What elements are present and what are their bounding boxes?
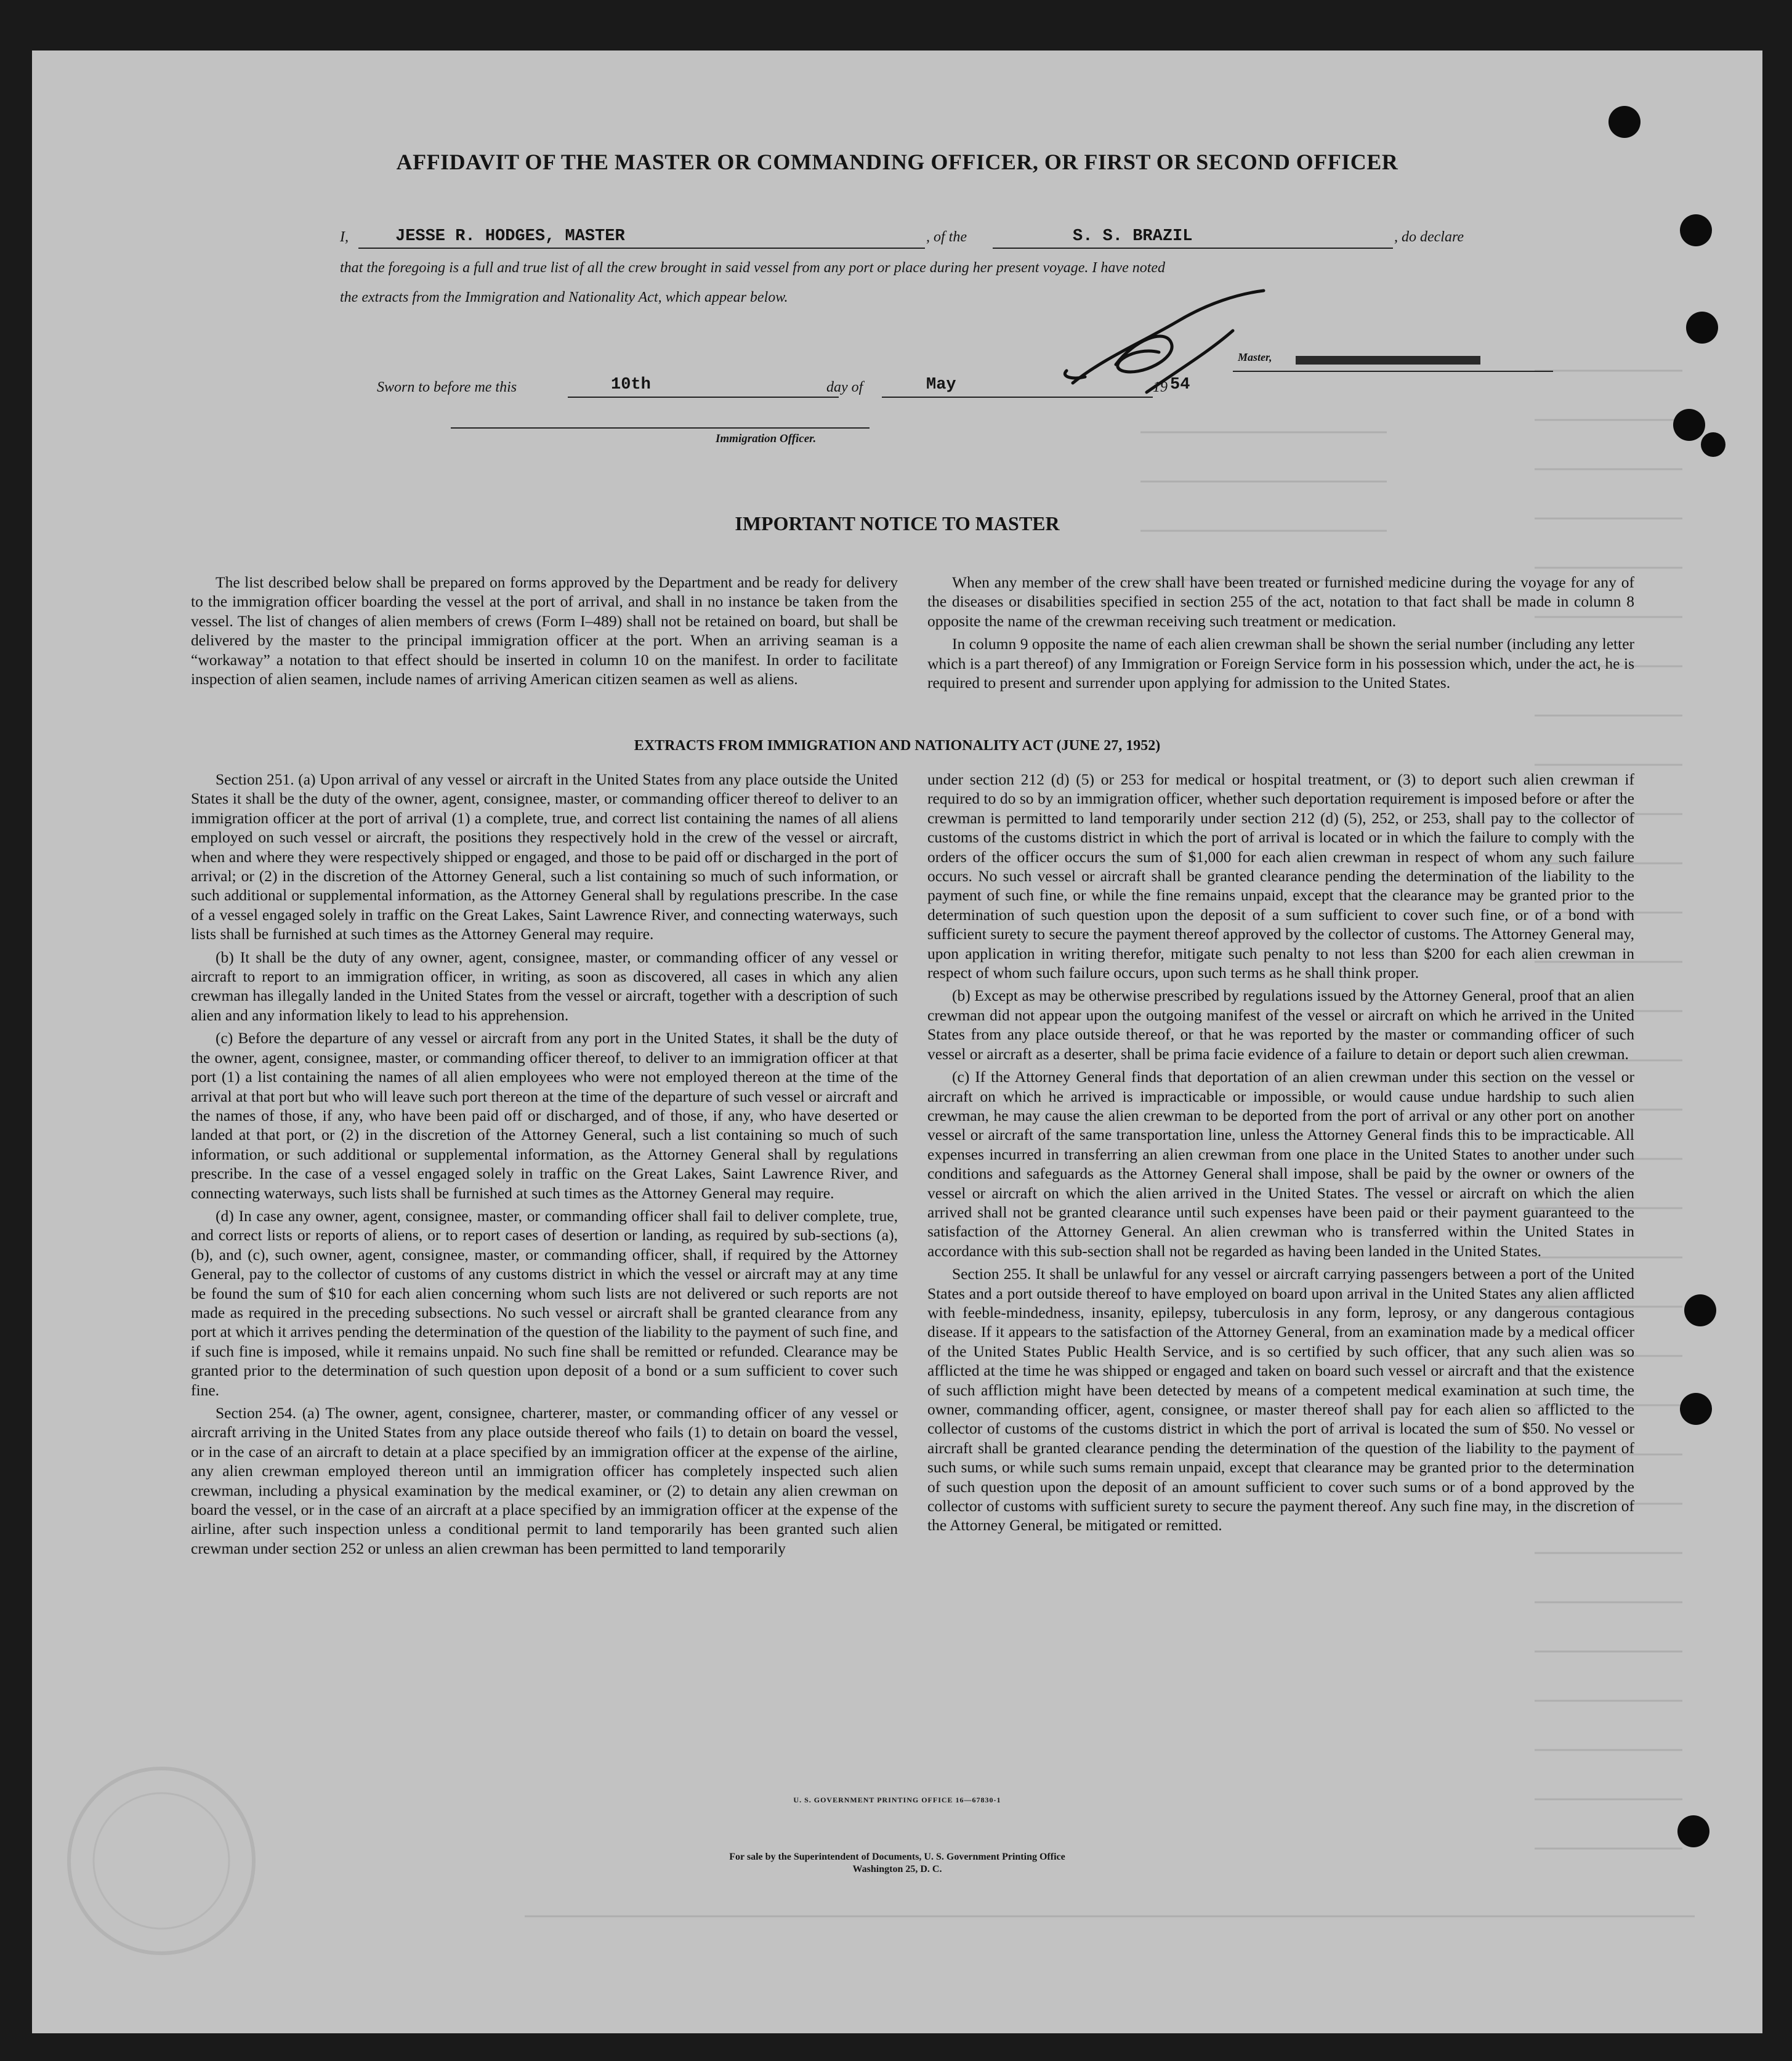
vessel-name-line — [993, 248, 1393, 249]
extract-paragraph: Section 254. (a) The owner, agent, consignee, charterer, master, or commanding officer of any vessel or aircraft arriving in the United States from any place outside thereof who fails (1) to detain on board the vessel, or in the case of an aircraft to detain at a place specified by an immigration officer at the expense of the airline, any alien crewman employed thereon until an immigration officer has completely inspected such alien crewman, including a physical examination by the medical examiner, or (2) to detain any alien crewman on board the vessel, or in the case of an aircraft at a place specified by an immigration officer at the expense of the airline, after such inspection unless a conditional permit to land temporarily has been granted such alien crewman under section 252 or unless an alien crewman has been permitted to land temporarily — [191, 1404, 898, 1557]
statement-line-2: the extracts from the Immigration and Nationality Act, which appear below. — [340, 289, 788, 305]
punch-hole — [1673, 409, 1705, 441]
punch-hole — [1684, 1294, 1716, 1326]
extract-paragraph: Section 255. It shall be unlawful for any vessel or aircraft carrying passengers between a port of the United States and a port outside thereof to have employed on board upon arrival in the United States any alien afflicted with feeble-mindedness, insanity, epilepsy, tuberculosis in any form, leprosy, or any dangerous contagious disease. If it appears to the satisfaction of the Attorney General, from an examination made by a medical officer of the United States Public Health Service, and is so certified by such officer, that any such alien was so afflicted at the time he was shipped or engaged and taken on board such vessel or aircraft and that the existence of such affliction might have been detected by means of a competent medical examination at such time, the owner, commanding officer, agent, consignee, or master thereof shall pay for each alien so afflicted to the collector of customs of the customs district in which the port of arrival is located the sum of $50. No vessel or aircraft shall be granted clearance pending the determination of the question of the liability to the payment of such sums, or while such sums remain unpaid, except that clearance may be granted prior to the determination of such question upon the deposit of an amount sufficient to cover such sums or of a bond approved by the collector of customs with sufficient surety to secure the payment thereof. Any such fine may, in the discretion of the Attorney General, be mitigated or remitted. — [927, 1265, 1634, 1535]
extract-paragraph: (d) In case any owner, agent, consignee, master, or commanding officer shall fail to deliver complete, true, and correct lists or reports of aliens, or to report cases of desertion or landing, as required by sub-sections (a), (b), and (c), such owner, agent, consignee, master, or commanding officer, shall, if required by the Attorney General, pay to the collector of customs of any customs district in which the vessel or aircraft may at any time be found the sum of $10 for each alien concerning whom such lists are not delivered or such reports are not made as required in the preceding subsections. No such vessel or aircraft shall be granted clearance from any port at which it arrives pending the determination of the question of the liability to the payment of such fine, and if such fine is imposed, while it remains unpaid. No such fine shall be remitted or refunded. Clearance may be granted prior to the determination of such question upon deposit of a bond or a sum sufficient to cover such fine. — [191, 1206, 898, 1399]
notice-paragraph: The list described below shall be prepared on forms approved by the Department and be ready for delivery to the immigration officer boarding the vessel at the port of arrival, and shall in no instance be taken from the vessel. The list of changes of alien members of crews (Form I–489) shall not be retained on board, but shall be delivered by the master to the principal immigration officer at the port. When an arriving seaman is a “workaway” a notation to that effect should be inserted in column 10 on the manifest. In order to facilitate inspection of alien seamen, include names of arriving American citizen seamen as well as aliens. — [191, 573, 898, 688]
master-name: JESSE R. HODGES, MASTER — [395, 227, 625, 246]
notice-paragraph: In column 9 opposite the name of each alien crewman shall be shown the serial number (including any letter which is a part thereof) of any Immigration or Foreign Service form in his possession which, under the act, he is required to present and surrender upon applying for admission to the United States. — [927, 635, 1634, 692]
sale-notice — [32, 1851, 1762, 1876]
notice-left-column — [191, 573, 898, 688]
sworn-day: 10th — [611, 376, 651, 394]
gpo-line: U. S. GOVERNMENT PRINTING OFFICE 16—67830-1 — [793, 1796, 1001, 1804]
punch-hole — [1680, 214, 1712, 246]
of-the-label: , of the — [926, 229, 967, 245]
extracts-title: EXTRACTS FROM IMMIGRATION AND NATIONALITY ACT (JUNE 27, 1952) — [634, 738, 1161, 754]
sworn-label: Sworn to before me this — [377, 379, 517, 395]
sale-line-1: For sale by the Superintendent of Documents, U. S. Government Printing Office — [729, 1852, 1065, 1862]
immigration-officer-label: Immigration Officer. — [716, 432, 817, 445]
master-name-line — [358, 248, 925, 249]
statement-line-1: that the foregoing is a full and true list of all the crew brought in said vessel from any port or place during her present voyage. I have noted — [340, 260, 1166, 276]
punch-hole — [1680, 1393, 1712, 1425]
sworn-day-line — [568, 397, 839, 398]
day-of-label: day of — [826, 379, 863, 395]
punch-hole — [1677, 1815, 1709, 1847]
i-label: I, — [340, 229, 349, 245]
notice-title: IMPORTANT NOTICE TO MASTER — [735, 512, 1060, 534]
extracts-right-column — [927, 770, 1634, 1535]
punch-hole — [1701, 432, 1725, 457]
extract-paragraph: (b) It shall be the duty of any owner, agent, consignee, master, or commanding officer of any vessel or aircraft to report to an immigration officer, in writing, as soon as discovered, all cases in which any alien crewman has illegally landed in the United States from the vessel or aircraft, together with a description of such alien and any information likely to lead to his apprehension. — [191, 948, 898, 1024]
punch-hole — [1608, 106, 1641, 138]
extract-paragraph: under section 212 (d) (5) or 253 for medical or hospital treatment, or (3) to deport such alien crewman if required to do so by an immigration officer, whether such deportation requirement is imposed before or after the crewman is permitted to land temporarily under section 212 (d) (5), 252, or 253, shall pay to the collector of customs of the customs district in which the port of arrival is located or in which the failure to comply with the orders of the officer occurs the sum of $1,000 for each alien crewman in respect of whom any such failure occurs. No such vessel or aircraft shall be granted clearance pending the determination of the liability to the payment of such fine, or while the fine remains unpaid, except that the clearance may be granted prior to the determination of such question upon the deposit of a sum sufficient to cover such fine, or of a bond with sufficient surety to secure the payment thereof approved by the collector of customs. The Attorney General may, upon application in writing therefor, mitigate such penalty to not less than $200 for each alien crewman in respect of whom such failure occurs, upon such terms as he shall think proper. — [927, 770, 1634, 982]
master-label: Master, — [1238, 351, 1272, 363]
vessel-name: S. S. BRAZIL — [1073, 227, 1193, 246]
year-suffix: 54 — [1170, 376, 1190, 394]
punch-hole — [1686, 312, 1718, 344]
extracts-left-column — [191, 770, 898, 1558]
extract-paragraph: (b) Except as may be otherwise prescribed by regulations issued by the Attorney General, proof that an alien crewman did not appear upon the outgoing manifest of the vessel or aircraft on which he arrived in the United States from any place outside thereof, or that he was reported by the master or commanding officer of such vessel or aircraft as a deserter, shall be prima facie evidence of a failure to detain or deport such alien crewman. — [927, 986, 1634, 1063]
extract-paragraph: (c) Before the departure of any vessel or aircraft from any port in the United States, it shall be the duty of the owner, agent, consignee, master, or commanding officer thereof, to deliver to an immigration officer at that port (1) a list containing the names of all alien employees who were not employed thereon at the time of the arrival at that port but who will leave such port thereon at the time of the departure of such vessel or aircraft and the names of those, if any, who have been paid off or discharged, and of those, if any, who have deserted or landed at that port, or (2) in the discretion of the Attorney General, such a list containing so much of such information, or such additional or supplemental information, as the Attorney General shall by regulations prescribe. In the case of a vessel engaged solely in traffic on the Great Lakes, Saint Lawrence River, and connecting waterways, such lists shall be furnished at such times as the Attorney General may require. — [191, 1029, 898, 1202]
immigration-officer-line — [451, 427, 870, 429]
document-page — [32, 50, 1762, 2033]
do-declare-label: , do declare — [1394, 229, 1464, 245]
year-prefix: , 19 — [1145, 379, 1168, 395]
extract-paragraph: (c) If the Attorney General finds that deportation of an alien crewman under this section on the vessel or aircraft on which he arrived is impracticable or impossible, or would cause undue hardship to such alien crewman, he may cause the alien crewman to be deported from the port of arrival or any other port on another vessel or aircraft of the same transportation line, unless the Attorney General finds this to be impracticable. All expenses incurred in transferring an alien crewman from one place in the United States to another under such conditions and safeguards as the Attorney General shall impose, shall be paid by the owner or owners of the vessel or aircraft on which the alien arrived in the United States. The vessel or aircraft on which the alien arrived shall not be granted clearance until such expenses have been paid or their payment guaranteed to the satisfaction of the Attorney General. An alien crewman who is transferred within the United States in accordance with this sub-section shall not be regarded as having been landed in the United States. — [927, 1068, 1634, 1260]
sworn-month-line — [882, 397, 1153, 398]
extract-paragraph: Section 251. (a) Upon arrival of any vessel or aircraft in the United States from any place outside the United States it shall be the duty of the owner, agent, consignee, master, or commanding officer thereof to deliver to an immigration officer at the port of arrival (1) a complete, true, and correct list containing the names of all aliens employed on such vessel or aircraft, the positions they respectively hold in the crew of the vessel or aircraft, when and where they were respectively shipped or engaged, and those to be paid off or discharged in the port of arrival; or (2) in the discretion of the Attorney General, such a list containing so much of such information, or such additional or supplemental information, as the Attorney General shall by regulations prescribe. In the case of a vessel engaged solely in traffic on the Great Lakes, Saint Lawrence River, and connecting waterways, such lists shall be furnished at such times as the Attorney General may require. — [191, 770, 898, 943]
notice-right-column — [927, 573, 1634, 692]
sworn-month: May — [926, 376, 956, 394]
notice-paragraph: When any member of the crew shall have been treated or furnished medicine during the voyage for any of the diseases or disabilities specified in section 255 of the act, notation to that fact shall be made in column 8 opposite the name of the crewman receiving such treatment or medication. — [927, 573, 1634, 630]
sale-line-2: Washington 25, D. C. — [852, 1864, 942, 1874]
struck-out-text — [1296, 356, 1480, 365]
master-signature-line — [1233, 371, 1553, 372]
affidavit-title: AFFIDAVIT OF THE MASTER OR COMMANDING OFFICER, OR FIRST OR SECOND OFFICER — [396, 150, 1398, 174]
